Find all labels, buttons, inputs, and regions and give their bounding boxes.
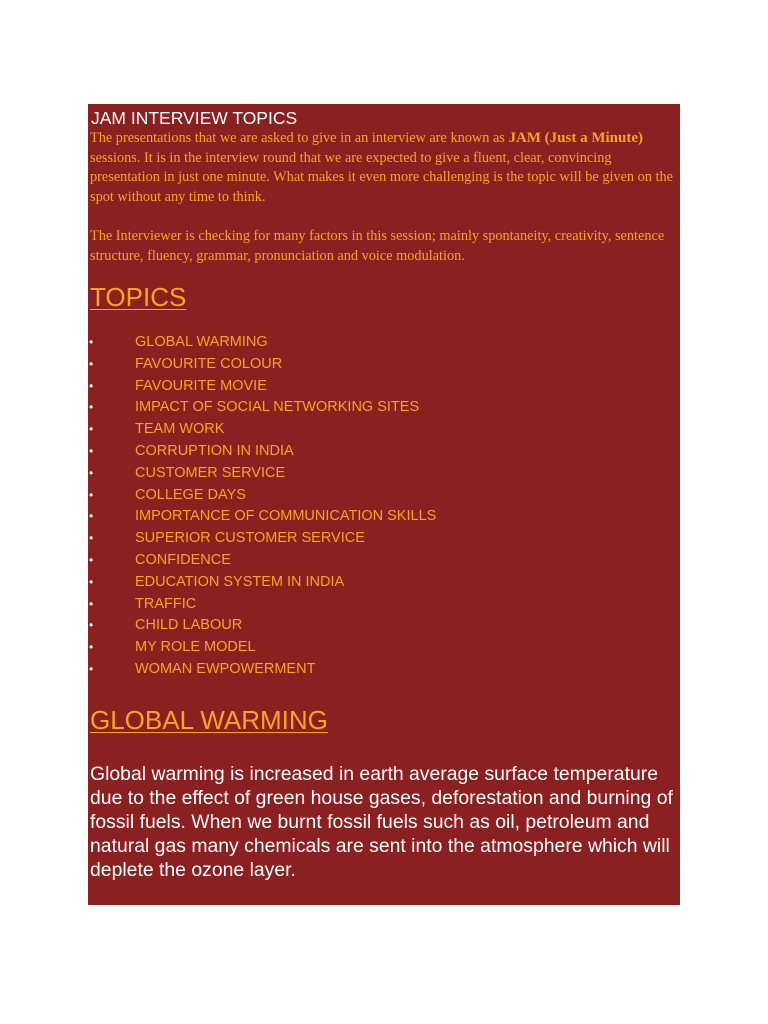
topic-label: COLLEGE DAYS [135, 486, 246, 503]
topic-label: IMPACT OF SOCIAL NETWORKING SITES [135, 399, 420, 416]
global-warming-body: Global warming is increased in earth average surface temperature due to the effect of green house gases, deforestation and burning of fossil fuels. When we burnt fossil fuels such as oil, petroleum and natural gas many chemicals are sent into the atmosphere which will deplete the ozone layer. [90, 763, 673, 881]
bullet-icon: • [89, 661, 94, 676]
bullet-icon: • [89, 531, 94, 546]
topic-label: FAVOURITE COLOUR [135, 355, 283, 372]
topic-label: FAVOURITE MOVIE [135, 377, 267, 394]
bullet-icon: • [89, 640, 94, 655]
bullet-icon: • [89, 335, 94, 349]
bullet-icon: • [89, 574, 94, 589]
topic-label: MY ROLE MODEL [135, 639, 256, 656]
topic-label: CUSTOMER SERVICE [135, 464, 286, 481]
content-panel [88, 104, 680, 905]
bullet-icon: • [89, 618, 94, 633]
topic-label: CHILD LABOUR [135, 617, 243, 634]
bullet-icon: • [89, 400, 94, 415]
intro-paragraph [90, 129, 676, 207]
topics-heading: TOPICS [90, 282, 187, 312]
topic-label: GLOBAL WARMING [135, 334, 268, 350]
bullet-icon: • [89, 422, 94, 437]
topic-label: TEAM WORK [135, 421, 225, 438]
bullet-icon: • [89, 465, 94, 480]
document-title: JAM INTERVIEW TOPICS [91, 108, 298, 128]
intro-text-start: The presentations that we are asked to give in an interview are known as [90, 130, 509, 146]
bullet-icon: • [89, 487, 94, 502]
bullet-icon: • [89, 509, 94, 524]
bullet-icon: • [89, 443, 94, 458]
topic-label: CORRUPTION IN INDIA [135, 442, 294, 459]
intro-text-end: sessions. It is in the interview round that we are expected to give a fluent, clear, convincing presentation in just one minute. What makes it even more challenging is the topic will be given on the spot without any time to think. [90, 149, 673, 205]
topic-label: TRAFFIC [135, 595, 197, 612]
topic-label: EDUCATION SYSTEM IN INDIA [135, 573, 345, 590]
intro-jam-term: JAM (Just a Minute) [508, 130, 644, 146]
bullet-icon: • [89, 378, 94, 393]
topic-label: SUPERIOR CUSTOMER SERVICE [135, 530, 365, 547]
topic-label: IMPORTANCE OF COMMUNICATION SKILLS [135, 508, 437, 525]
bullet-icon: • [89, 596, 94, 611]
global-warming-heading: GLOBAL WARMING [90, 705, 328, 735]
criteria-paragraph: The Interviewer is checking for many factors in this session; mainly spontaneity, creativity, sentence structure, fluency, grammar, pronunciation and voice modulation. [90, 228, 665, 264]
bullet-icon: • [89, 552, 94, 567]
topic-label: CONFIDENCE [135, 551, 231, 568]
bullet-icon: • [89, 356, 94, 371]
topic-label: WOMAN EWPOWERMENT [135, 660, 316, 677]
